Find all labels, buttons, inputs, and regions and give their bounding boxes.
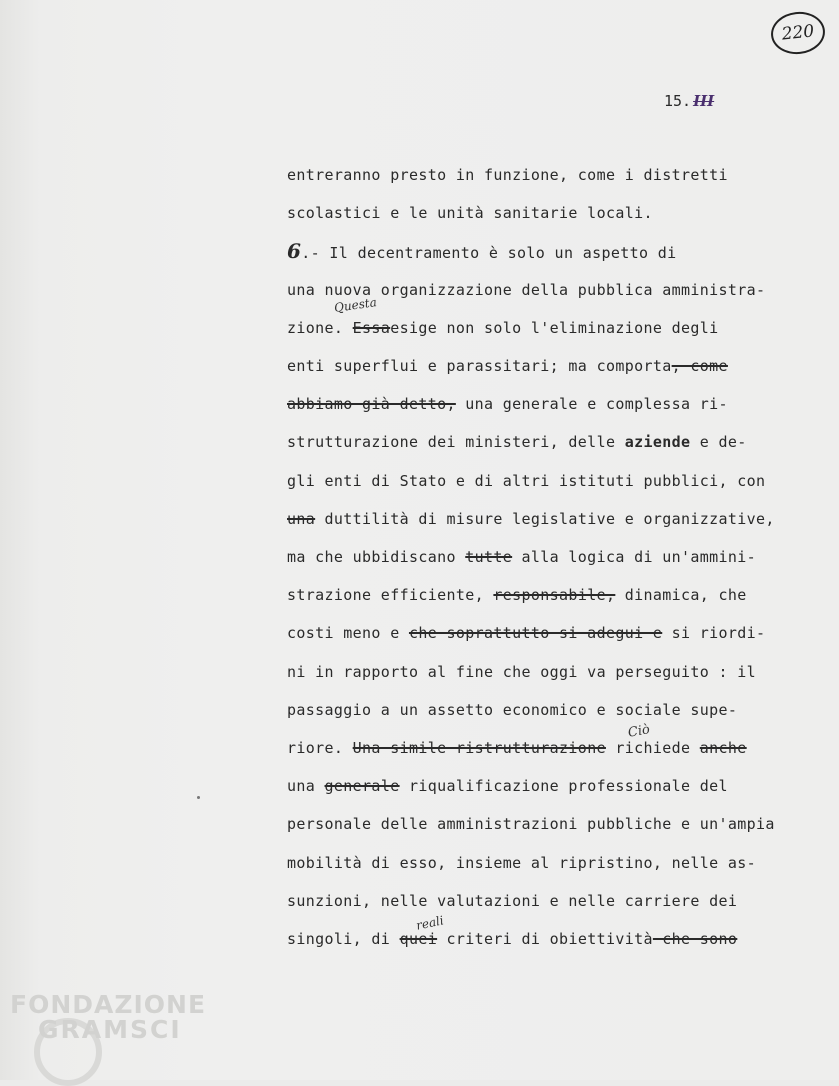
text-segment: si riordi- — [662, 624, 766, 643]
text-line — [287, 160, 728, 190]
text-segment: mobilità di esso, insieme al ripristino, nelle as- — [287, 853, 757, 872]
text-segment: aziende — [624, 433, 691, 452]
struck-text: che sono — [652, 930, 738, 948]
fondazione-gramsci-watermark — [10, 990, 206, 1044]
handwritten-annotation-cio: Ciò — [626, 722, 652, 741]
struck-text: quei — [399, 930, 438, 948]
text-segment: una nuova organizzazione della pubblica amministra- — [287, 280, 766, 299]
struck-text: generale — [324, 777, 400, 796]
handwritten-annotation-questa: Questa — [333, 295, 378, 315]
text-segment: duttilità di misure legislative e organizzative, — [315, 509, 775, 528]
text-segment: criteri di obiettività — [437, 930, 653, 948]
archive-page-stamp: 220 — [769, 9, 827, 56]
text-segment: ni in rapporto al fine che oggi va perseguito : il — [287, 662, 757, 681]
text-segment: richiede — [605, 739, 700, 757]
text-segment: zione. — [287, 318, 353, 337]
struck-text: , come — [671, 357, 728, 375]
text-segment: esige non solo l'eliminazione degli — [390, 318, 719, 337]
page-number-arabic: 15. — [664, 92, 692, 110]
text-segment: riore. — [287, 739, 353, 757]
text-segment: strutturazione dei ministeri, delle — [287, 433, 625, 452]
text-segment: entreranno presto in funzione, come i distretti — [287, 166, 728, 184]
text-line — [287, 809, 775, 839]
paragraph-number: 6 — [287, 239, 302, 264]
text-segment: una generale e complessa ri- — [455, 395, 728, 414]
text-line — [287, 733, 747, 763]
paper-speck — [197, 796, 200, 799]
text-segment: strazione efficiente, — [287, 586, 494, 605]
text-line — [287, 657, 756, 687]
text-segment: alla logica di un'ammini- — [512, 548, 757, 566]
struck-text: tutte — [465, 548, 513, 566]
text-segment: costi meno e — [287, 624, 409, 643]
text-line — [287, 198, 653, 228]
text-line — [287, 848, 756, 878]
struck-text: abbiamo già detto, — [287, 395, 456, 414]
watermark-line-2: GRAMSCI — [38, 1015, 182, 1044]
text-line — [287, 466, 765, 496]
handwritten-annotation-reali: reali — [414, 913, 445, 933]
text-line — [287, 580, 747, 610]
text-line — [287, 236, 677, 266]
text-segment: gli enti di Stato e di altri istituti pubblici, con — [287, 471, 766, 490]
struck-text: una — [287, 509, 316, 528]
text-line — [287, 886, 737, 916]
text-line — [287, 504, 775, 534]
text-segment: scolastici e le unità sanitarie locali. — [287, 204, 653, 223]
page-number-roman: III — [693, 92, 715, 110]
text-line — [287, 695, 737, 725]
text-line — [287, 389, 728, 419]
text-line — [287, 427, 747, 457]
watermark-line-1: FONDAZIONE — [10, 990, 207, 1019]
text-segment: riqualificazione professionale del — [399, 777, 728, 796]
text-line — [287, 771, 728, 801]
text-segment: e de- — [690, 433, 747, 452]
text-line — [287, 351, 728, 381]
text-line — [287, 618, 765, 648]
text-segment: sunzioni, nelle valutazioni e nelle carriere dei — [287, 891, 738, 910]
struck-text: responsabile, — [493, 586, 616, 605]
text-segment: .- Il decentramento è solo un aspetto di — [301, 244, 677, 263]
page-number — [664, 92, 714, 110]
text-line — [287, 313, 719, 343]
text-line — [287, 542, 756, 572]
text-segment: passaggio a un assetto economico e sociale supe- — [287, 700, 738, 719]
text-segment: singoli, di — [287, 930, 400, 948]
text-segment: dinamica, che — [615, 586, 747, 605]
struck-text: Essa — [352, 318, 391, 337]
text-line — [287, 924, 737, 954]
struck-text: anche — [699, 739, 747, 757]
struck-text: Una simile ristrutturazione — [352, 739, 606, 757]
text-segment: ma che ubbidiscano — [287, 548, 466, 566]
struck-text: che soprattutto si adegui e — [408, 624, 663, 643]
text-segment: enti superflui e parassitari; ma comporta — [287, 357, 672, 375]
text-segment: personale delle amministrazioni pubbliche e un'ampia — [287, 815, 775, 834]
text-segment: una — [287, 777, 325, 796]
